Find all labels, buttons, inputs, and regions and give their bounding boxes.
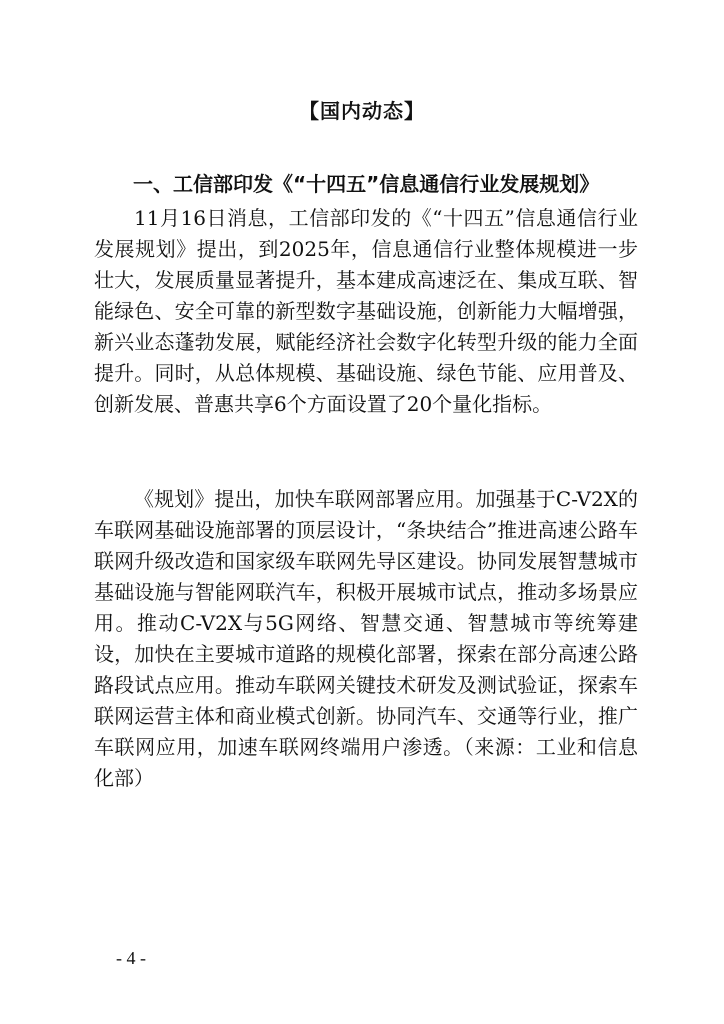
article-title: 一、工信部印发《“十四五”信息通信行业发展规划》 (133, 172, 600, 196)
section-heading: 【国内动态】 (299, 99, 425, 123)
body-paragraph-1: 11月16日消息，工信部印发的《“十四五”信息通信行业发展规划》提出，到2025年，信息通信行业整体规模进一步壮大，发展质量显著提升，基本建成高速泛在、集成互联、智能绿色、安全可靠的新型数字基础设施，创新能力大幅增强，新兴业态蓬勃发展，赋能经济社会数字化转型升级的能力全面提升。同时，从总体规模、基础设施、绿色节能、应用普及、创新发展、普惠共享6个方面设置了20个量化指标。 (94, 206, 638, 416)
page-number: - 4 - (116, 948, 146, 968)
body-paragraph-2: 《规划》提出，加快车联网部署应用。加强基于C-V2X的车联网基础设施部署的顶层设计，“条块结合”推进高速公路车联网升级改造和国家级车联网先导区建设。协同发展智慧城市基础设施与智能网联汽车，积极开展城市试点，推动多场景应用。推动C-V2X与5G网络、智慧交通、智慧城市等统筹建设，加快在主要城市道路的规模化部署，探索在部分高速公路路段试点应用。推动车联网关键技术研发及测试验证，探索车联网运营主体和商业模式创新。协同汽车、交通等行业，推广车联网应用，加速车联网终端用户渗透。（来源：工业和信息化部） (94, 487, 638, 790)
